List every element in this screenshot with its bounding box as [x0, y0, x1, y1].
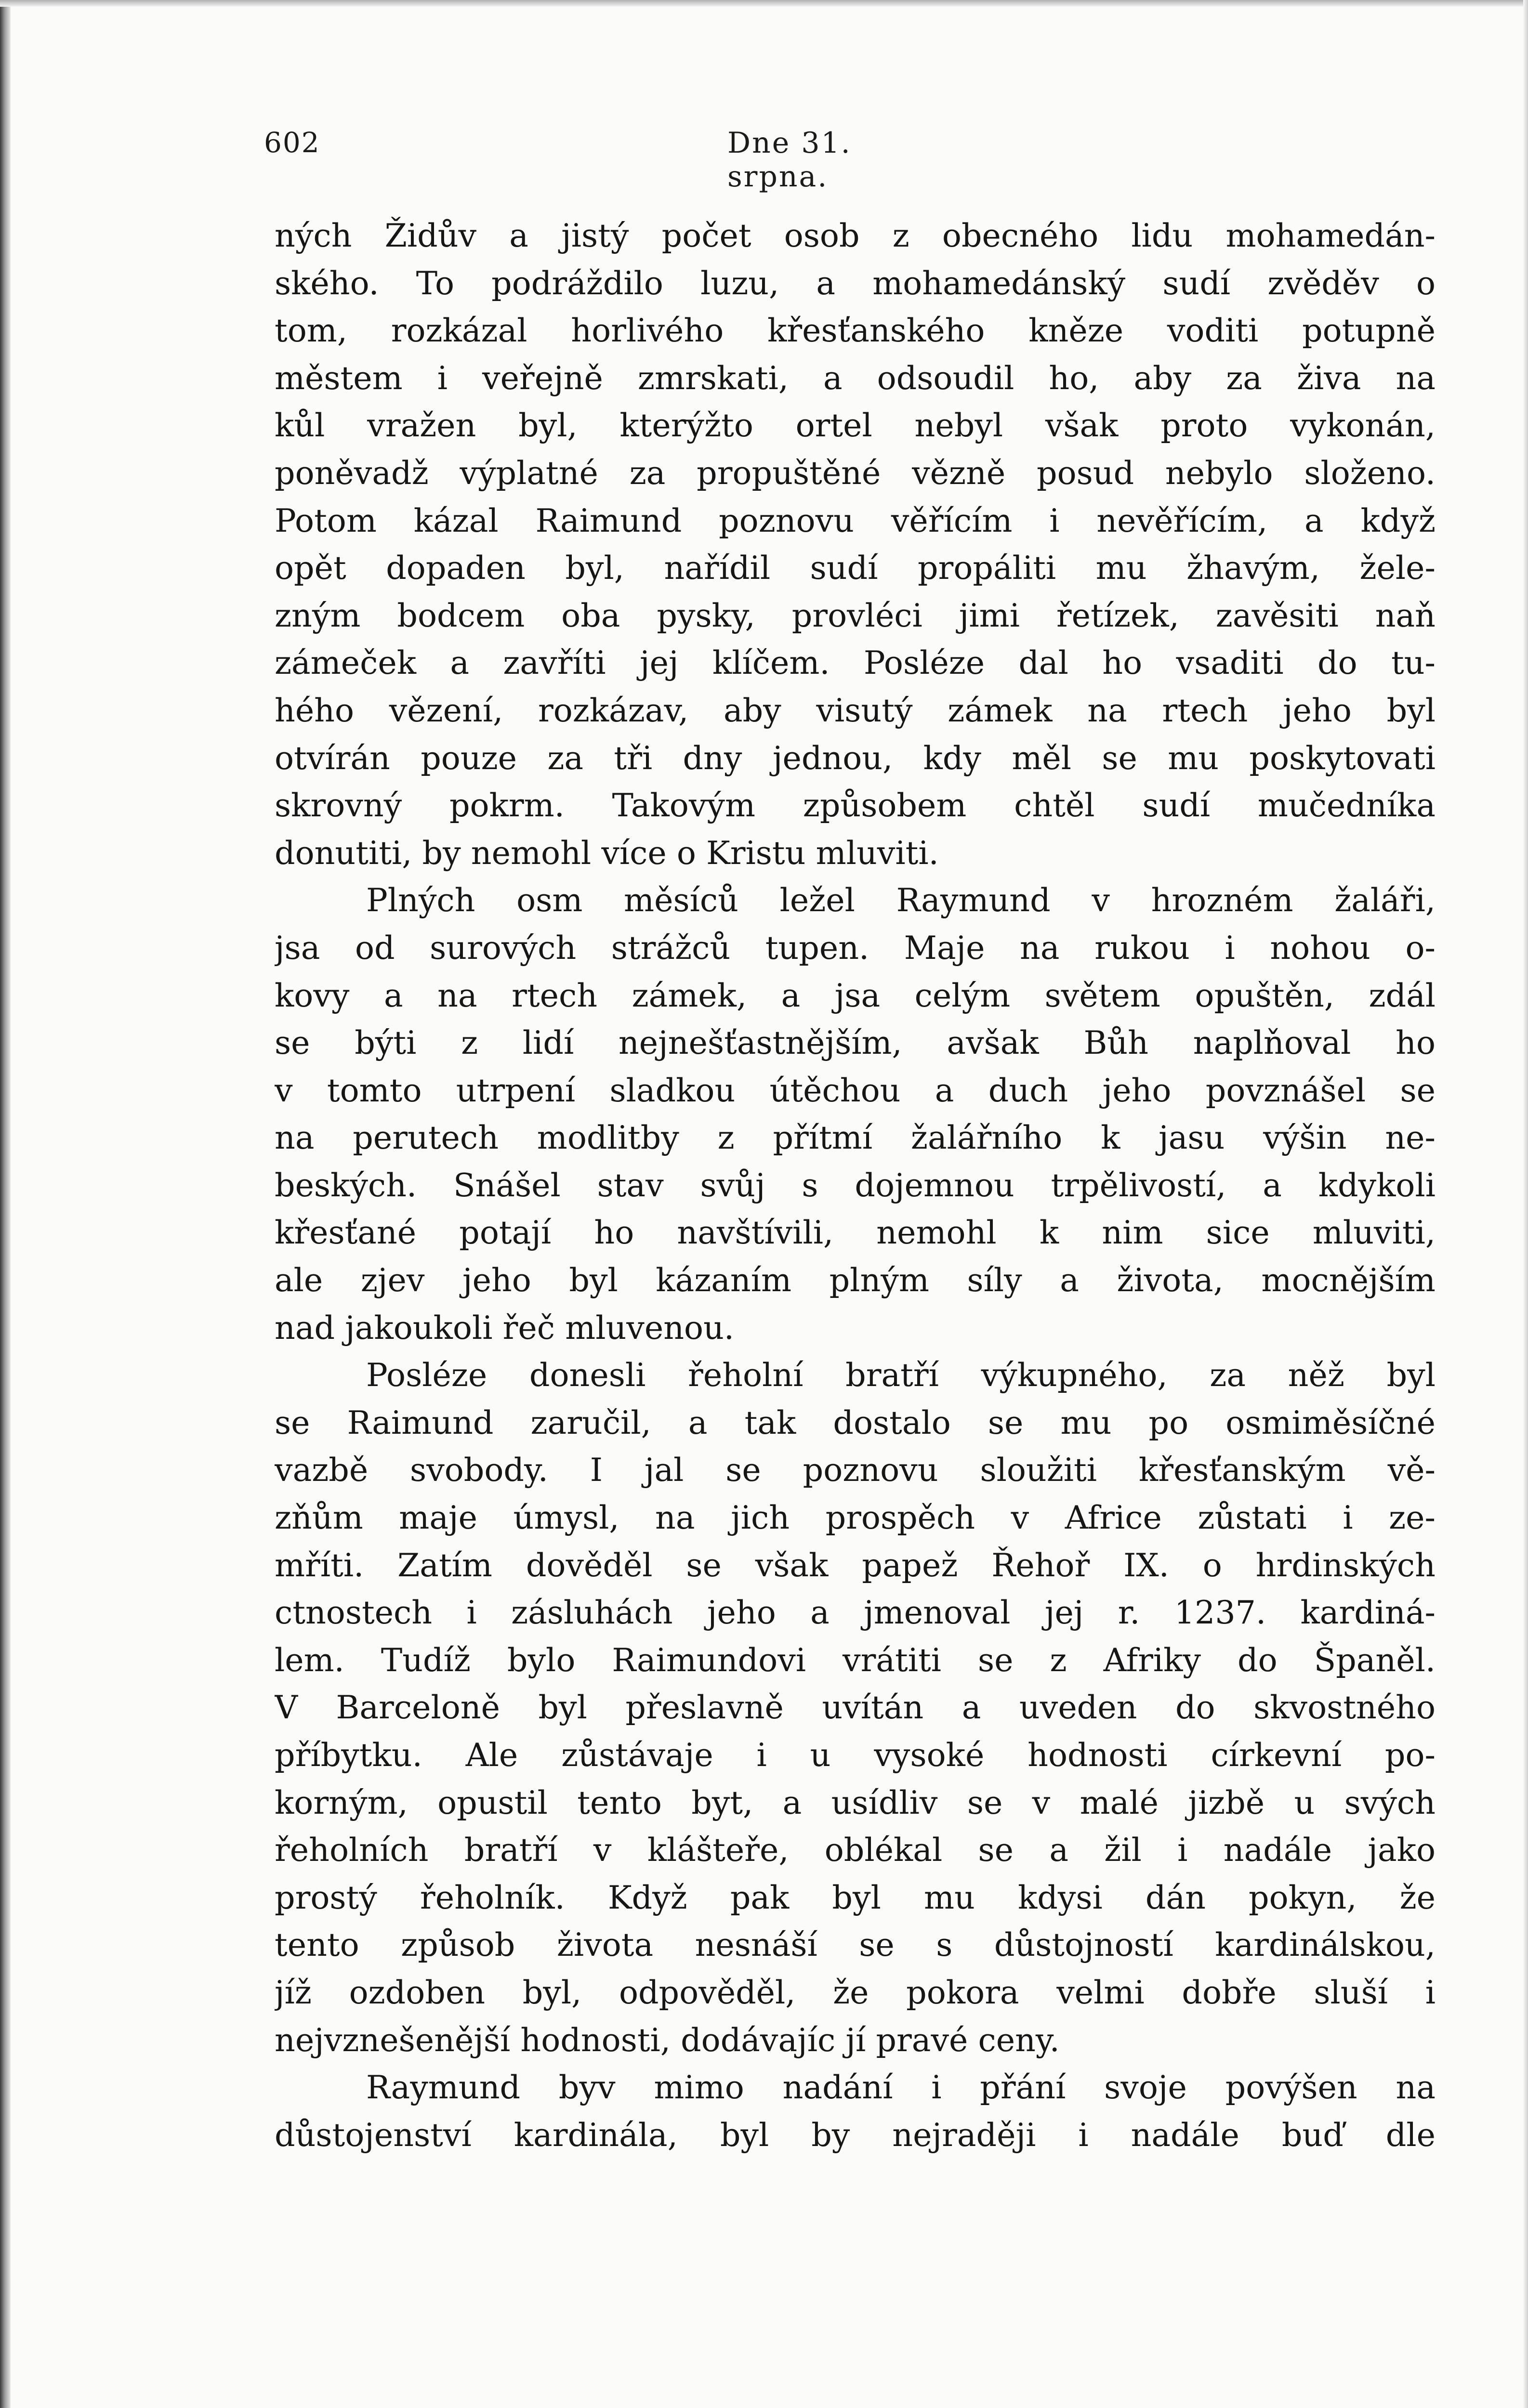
text-line: se býti z lidí nejnešťastnějším, avšak Bůh naplňoval ho	[275, 1024, 1436, 1062]
text-line: Raymund byv mimo nadání i přání svoje povýšen na	[366, 2068, 1436, 2107]
text-line: příbytku. Ale zůstávaje i u vysoké hodnosti církevní po-	[275, 1736, 1436, 1774]
text-line: zným bodcem oba pysky, provléci jimi řetízek, zavěsiti naň	[275, 596, 1436, 634]
text-line: beských. Snášel stav svůj s dojemnou trpělivostí, a kdykoli	[275, 1166, 1436, 1204]
text-line: kovy a na rtech zámek, a jsa celým světem opuštěn, zdál	[275, 976, 1436, 1014]
text-line: korným, opustil tento byt, a usídliv se v malé jizbě u svých	[275, 1783, 1436, 1821]
page-number: 602	[264, 126, 320, 159]
text-line: tom, rozkázal horlivého křesťanského kněze voditi potupně	[275, 312, 1436, 350]
scan-edge-left	[0, 0, 11, 2408]
text-line: ského. To podráždilo luzu, a mohamedánský sudí zvěděv o	[275, 264, 1436, 302]
text-line: Potom kázal Raimund poznovu věřícím i nevěřícím, a když	[275, 501, 1436, 539]
text-line: jíž ozdoben byl, odpověděl, že pokora velmi dobře sluší i	[275, 1973, 1436, 2011]
text-line: tento způsob života nesnáší se s důstojností kardinálskou,	[275, 1926, 1436, 1964]
text-line: městem i veřejně zmrskati, a odsoudil ho, aby za živa na	[275, 359, 1436, 397]
text-line: nejvznešenější hodnosti, dodávajíc jí pravé ceny.	[275, 2021, 1060, 2059]
text-line: kůl vražen byl, kterýžto ortel nebyl však proto vykonán,	[275, 406, 1436, 445]
text-line: důstojenství kardinála, byl by nejraději i nadále buď dle	[275, 2116, 1436, 2154]
text-line: ných Židův a jistý počet osob z obecného lidu mohamedán-	[275, 217, 1436, 254]
text-line: Plných osm měsíců ležel Raymund v hrozném žaláři,	[366, 881, 1436, 919]
text-line: nad jakoukoli řeč mluvenou.	[275, 1309, 735, 1347]
text-line: ctnostech i zásluhách jeho a jmenoval jej r. 1237. kardiná-	[275, 1594, 1436, 1632]
scan-edge-right	[1523, 0, 1528, 2408]
running-head: Dne 31. srpna.	[727, 126, 852, 194]
text-line: mříti. Zatím dověděl se však papež Řehoř IX. o hrdinských	[275, 1546, 1436, 1584]
page-header	[264, 126, 962, 194]
text-line: V Barceloně byl přeslavně uvítán a uveden do skvostného	[275, 1688, 1436, 1727]
text-line: opět dopaden byl, nařídil sudí propáliti mu žhavým, žele-	[275, 549, 1436, 587]
text-line: hého vězení, rozkázav, aby visutý zámek na rtech jeho byl	[275, 691, 1436, 729]
text-line: se Raimund zaručil, a tak dostalo se mu po osmiměsíčné	[275, 1403, 1436, 1441]
text-line: prostý řeholník. Když pak byl mu kdysi dán pokyn, že	[275, 1878, 1436, 1916]
text-line: poněvadž výplatné za propuštěné vězně posud nebylo složeno.	[275, 454, 1436, 492]
text-line: vazbě svobody. I jal se poznovu sloužiti křesťanským vě-	[275, 1451, 1436, 1489]
text-line: na perutech modlitby z přítmí žalářního k jasu výšin ne-	[275, 1119, 1436, 1157]
text-line: lem. Tudíž bylo Raimundovi vrátiti se z Afriky do Španěl.	[275, 1641, 1436, 1679]
text-line: ale zjev jeho byl kázaním plným síly a života, mocnějším	[275, 1261, 1436, 1299]
text-line: zňům maje úmysl, na jich prospěch v Africe zůstati i ze-	[275, 1499, 1436, 1537]
body-text	[275, 212, 1436, 2159]
text-line: v tomto utrpení sladkou útěchou a duch jeho povznášel se	[275, 1071, 1436, 1109]
scan-edge-top	[0, 0, 1528, 7]
text-line: skrovný pokrm. Takovým způsobem chtěl sudí mučedníka	[275, 786, 1436, 824]
text-line: otvírán pouze za tři dny jednou, kdy měl se mu poskytovati	[275, 739, 1436, 777]
text-line: donutiti, by nemohl více o Kristu mluviti.	[275, 834, 939, 872]
text-line: Posléze donesli řeholní bratří výkupného, za něž byl	[366, 1356, 1436, 1394]
text-line: křesťané potají ho navštívili, nemohl k nim sice mluviti,	[275, 1214, 1436, 1252]
text-line: řeholních bratří v klášteře, oblékal se a žil i nadále jako	[275, 1831, 1436, 1869]
text-line: jsa od surových strážců tupen. Maje na rukou i nohou o-	[275, 929, 1436, 967]
text-line: zámeček a zavříti jej klíčem. Posléze dal ho vsaditi do tu-	[275, 644, 1436, 682]
